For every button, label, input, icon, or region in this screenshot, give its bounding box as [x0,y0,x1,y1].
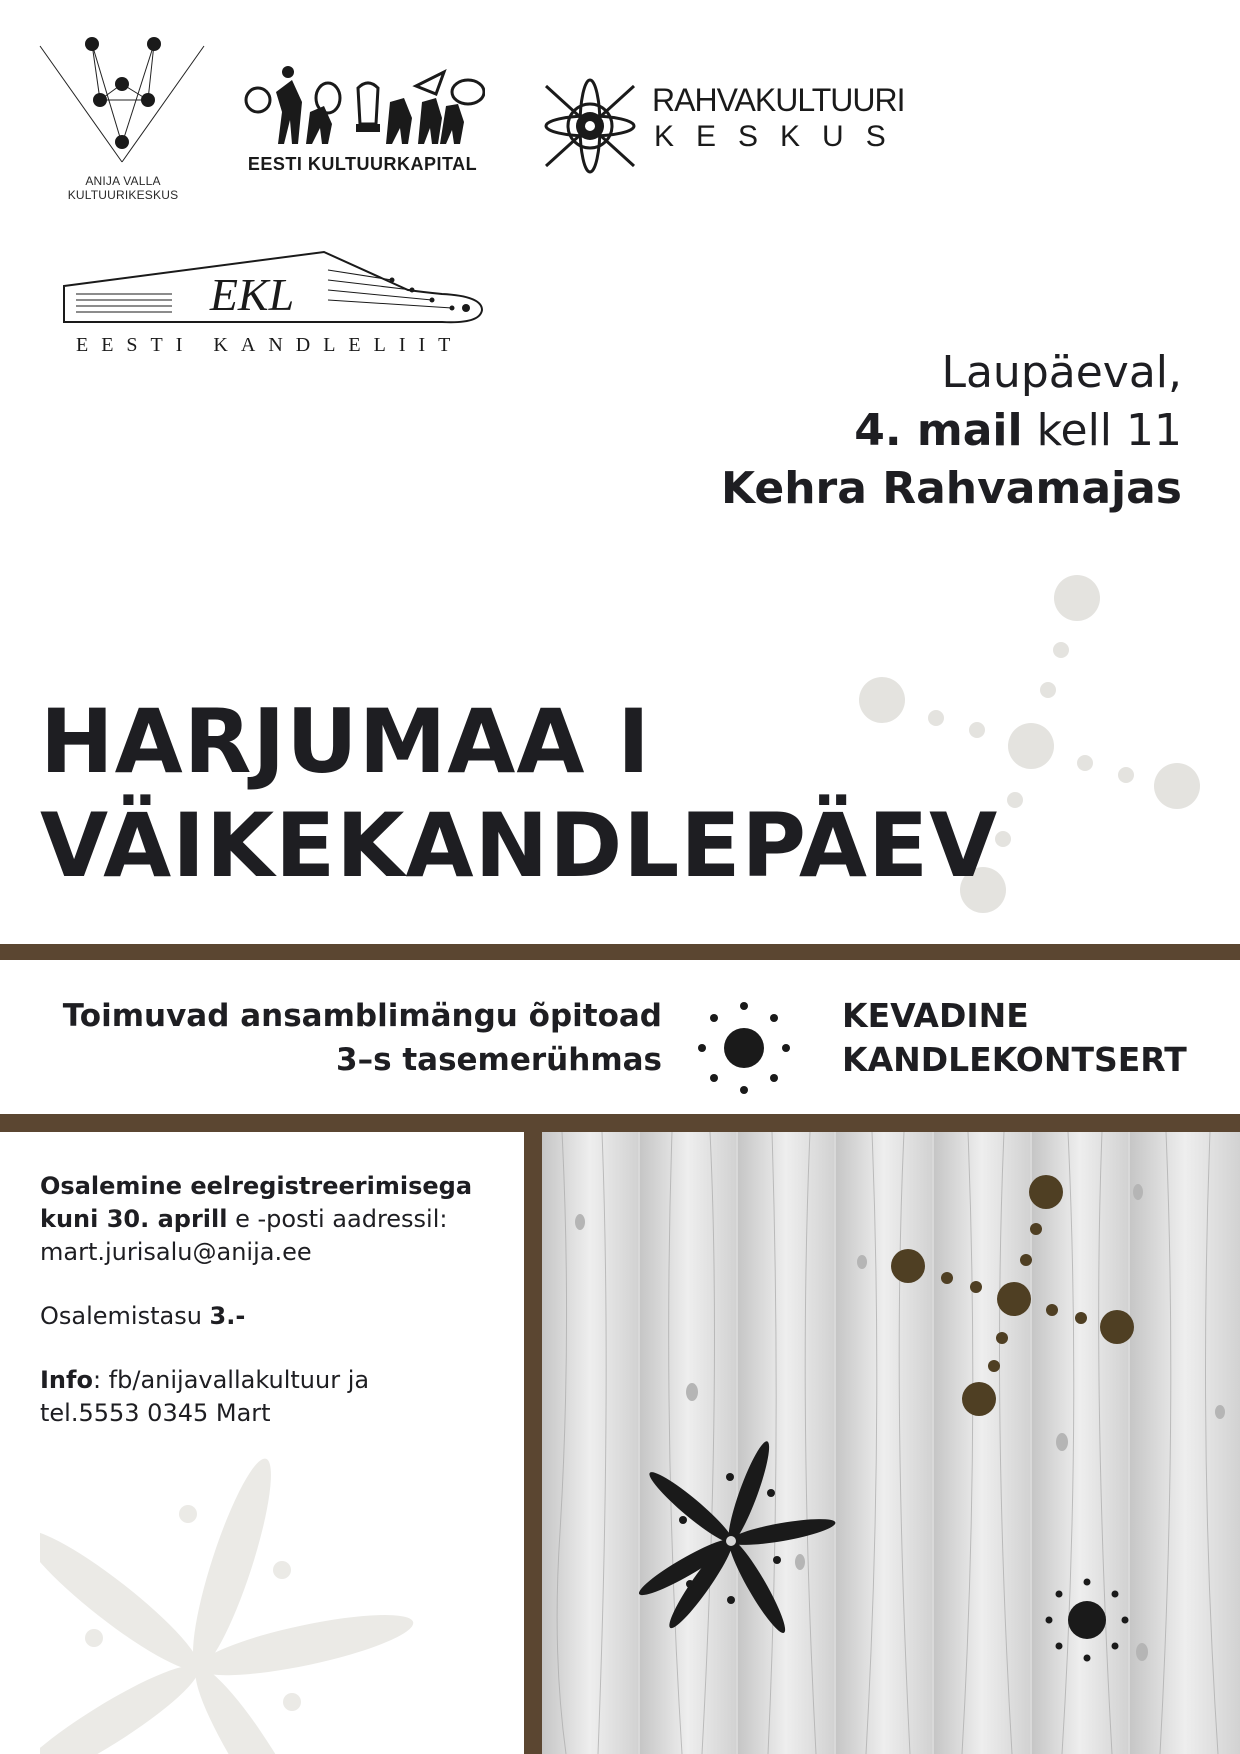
rahvakultuur-logo [540,76,908,176]
registration-email[interactable]: mart.jurisalu@anija.ee [40,1238,312,1266]
kulkapital-logo [240,62,485,178]
event-date-line [721,402,1182,460]
rahvakultuur-emblem-icon [540,76,640,176]
registration-paragraph [40,1170,472,1269]
wood-frame-bar [524,1132,542,1754]
concert-line2: KANDLEKONTSERT [842,1040,1187,1079]
event-venue: Kehra Rahvamajas [721,463,1182,514]
event-title [40,690,998,898]
ekl-monogram: EKL [209,269,295,320]
title-line2: VÄIKEKANDLEPÄEV [40,794,999,897]
workshops-line2: 3–s tasemerühmas [336,1042,662,1078]
rahvakultuur-line1: RAHVAKULTUURI [652,82,905,118]
event-time: kell 11 [1036,405,1182,456]
concert-text [842,994,1187,1082]
sun-ornament-icon [694,1000,794,1096]
workshops-text [63,994,662,1082]
decorative-flower-light [40,1440,460,1754]
wood-panel [542,1132,1240,1754]
event-day: Laupäeval, [941,347,1182,398]
registration-rest: e -posti aadressil: [227,1205,448,1233]
anija-logo-icon [38,34,208,164]
divider-top [0,944,1240,960]
event-date: 4. mail [854,405,1023,456]
kulkapital-name: EESTI KULTUURKAPITAL [247,154,478,174]
concert-line1: KEVADINE [842,996,1029,1035]
ekl-name: EESTI KANDLELIIT [76,334,464,356]
kulkapital-figures-icon [240,62,485,152]
info-phone: tel.5553 0345 Mart [40,1399,271,1427]
wood-planks-illustration [542,1132,1240,1754]
anija-logo-line1: ANIJA VALLA [85,174,161,188]
event-details [721,344,1182,518]
registration-bold-1: Osalemine eelregistreerimisega [40,1172,473,1200]
registration-deadline: kuni 30. aprill [40,1205,228,1233]
title-line1: HARJUMAA I [40,690,651,793]
fee-label: Osalemistasu [40,1302,210,1330]
contact-paragraph [40,1364,472,1430]
anija-logo [38,34,208,204]
ekl-logo [62,250,492,360]
registration-info [40,1170,472,1461]
divider-bottom [0,1114,1240,1132]
fee-value: 3.- [209,1302,246,1330]
rahvakultuur-line2: KESKUS [654,120,908,153]
info-facebook: : fb/anijavallakultuur ja [92,1366,370,1394]
kannel-icon [62,250,492,326]
fee-paragraph [40,1300,472,1333]
anija-logo-line2: KULTUURIKESKUS [67,188,179,202]
workshops-line1: Toimuvad ansamblimängu õpitoad [62,998,662,1034]
info-label: Info [40,1366,93,1394]
